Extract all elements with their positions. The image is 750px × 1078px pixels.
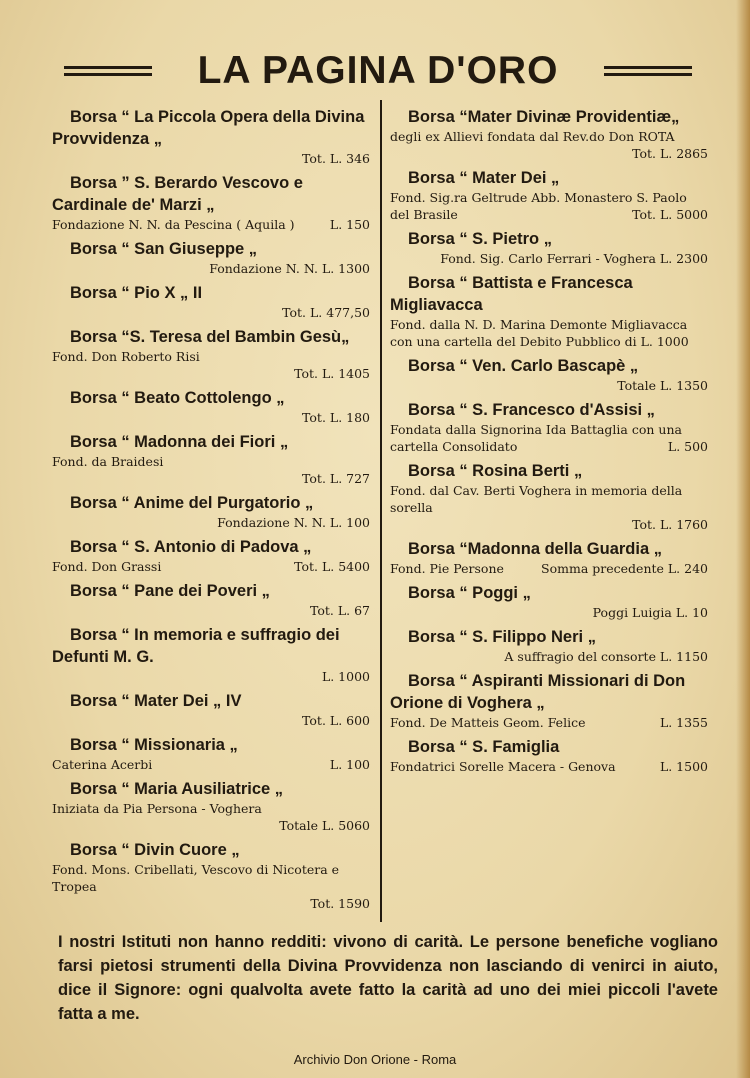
fund-detail: Fond. da Braidesi — [52, 454, 164, 469]
fund-detail: Fondata dalla Signorina Ida Battaglia con una — [390, 422, 682, 437]
fund-name: Borsa “S. Teresa del Bambin Gesù„ — [70, 328, 350, 346]
fund-detail: Fond. dalla N. D. Marina Demonte Migliavacca con una cartella del Debito Pubblico di L. 1000 — [390, 317, 689, 349]
fund-entry — [390, 272, 708, 350]
fund-amount: L. 100 — [329, 757, 370, 772]
fund-amount: Totale L. 1350 — [617, 378, 708, 393]
fund-entry — [52, 839, 370, 912]
fund-entry — [52, 536, 370, 575]
fund-amount: L. 1355 — [659, 715, 708, 730]
fund-amount: Tot. L. 67 — [309, 603, 370, 618]
fund-detail: Iniziata da Pia Persona - Voghera — [52, 801, 262, 816]
fund-entry — [52, 106, 370, 167]
fund-amount: L. 150 — [329, 217, 370, 232]
fund-entry — [52, 326, 370, 382]
fund-name: Borsa “ Mater Dei „ IV — [70, 692, 242, 710]
fund-name: Borsa “ Beato Cottolengo „ — [70, 389, 285, 407]
fund-entry — [390, 582, 708, 621]
fund-amount: L. 1000 — [321, 669, 370, 684]
fund-amount: L. 500 — [667, 439, 708, 454]
fund-detail: Fond. dal Cav. Berti Voghera in memoria della sorella — [390, 483, 683, 515]
fund-entry — [390, 670, 708, 731]
fund-entry — [390, 736, 708, 775]
fund-entry — [52, 734, 370, 773]
fund-detail-row — [390, 560, 708, 577]
fund-name: Borsa “Mater Divinæ Providentiæ„ — [408, 108, 680, 126]
fund-amount: Fondazione N. N. L. 1300 — [209, 261, 370, 276]
fund-name: Borsa “ Divin Cuore „ — [70, 841, 240, 859]
fund-entry — [390, 106, 708, 162]
fund-founder: Fondatrici Sorelle Macera - Genova — [390, 759, 616, 774]
fund-detail-row — [390, 758, 708, 775]
page-header — [0, 46, 750, 96]
fund-detail-row — [390, 206, 708, 223]
fund-amount: Tot. 1590 — [310, 896, 370, 911]
fund-detail-row — [52, 756, 370, 773]
fund-name: Borsa “ Madonna dei Fiori „ — [70, 433, 289, 451]
title-rule-left — [64, 66, 152, 76]
fund-name: Borsa “ Rosina Berti „ — [408, 462, 583, 480]
fund-founder: Caterina Acerbi — [52, 757, 153, 772]
fund-amount: L. 1500 — [659, 759, 708, 774]
fund-amount: A suffragio del consorte L. 1150 — [504, 649, 708, 664]
fund-entry — [390, 355, 708, 394]
fund-entry — [52, 238, 370, 277]
fund-amount: Fondazione N. N. L. 100 — [217, 515, 370, 530]
fund-name: Borsa “ S. Filippo Neri „ — [408, 628, 596, 646]
fund-name: Borsa “ San Giuseppe „ — [70, 240, 258, 258]
fund-entry — [390, 228, 708, 267]
fund-name: Borsa “ Maria Ausiliatrice „ — [70, 780, 284, 798]
fund-name: Borsa “ S. Antonio di Padova „ — [70, 538, 312, 556]
fund-amount: Poggi Luigia L. 10 — [592, 605, 708, 620]
fund-founder: Fond. De Matteis Geom. Felice — [390, 715, 586, 730]
page-edge-shadow — [736, 0, 750, 1078]
fund-entry — [52, 282, 370, 321]
fund-entry — [52, 690, 370, 729]
fund-name: Borsa “ Pio X „ II — [70, 284, 203, 302]
fund-entry — [52, 492, 370, 531]
fund-name: Borsa “ S. Famiglia — [408, 738, 560, 756]
fund-detail-row — [52, 216, 370, 233]
column-divider — [380, 100, 382, 922]
fund-name: Borsa ” S. Berardo Vescovo e Cardinale de' Marzi „ — [52, 174, 303, 214]
fund-detail: Fond. Sig.ra Geltrude Abb. Monastero S. Paolo — [390, 190, 687, 205]
fund-founder: Fondazione N. N. da Pescina ( Aquila ) — [52, 217, 295, 232]
fund-name: Borsa “ Aspiranti Missionari di Don Orione di Voghera „ — [390, 672, 686, 712]
fund-detail: Fond. Mons. Cribellati, Vescovo di Nicotera e Tropea — [52, 862, 340, 894]
fund-detail: Fond. Don Roberto Risi — [52, 349, 200, 364]
fund-amount: Tot. L. 5000 — [632, 207, 708, 222]
fund-amount: Tot. L. 5400 — [294, 559, 370, 574]
closing-paragraph: I nostri Istituti non hanno redditi: vivono di carità. Le persone benefiche vogliano farsi pietosi strumenti della Divina Provvidenza non lasciando di venirci in aiuto, dice il Signore: ogni qualvolta avete fatto la carità ad uno dei miei piccoli l'avete fatta a me. — [58, 933, 718, 1023]
fund-entry — [390, 460, 708, 533]
fund-amount: Tot. L. 346 — [302, 151, 370, 166]
fund-name: Borsa “ In memoria e suffragio dei Defunti M. G. — [52, 626, 340, 666]
fund-name: Borsa “ Anime del Purgatorio „ — [70, 494, 314, 512]
fund-entry — [52, 431, 370, 487]
fund-entry — [390, 626, 708, 665]
fund-amount: Fond. Sig. Carlo Ferrari - Voghera L. 2300 — [440, 251, 708, 266]
title-rule-right — [604, 66, 692, 76]
fund-detail-row — [52, 558, 370, 575]
fund-amount: Tot. L. 180 — [302, 410, 370, 425]
left-column — [52, 106, 370, 917]
fund-amount: Tot. L. 2865 — [632, 146, 708, 161]
fund-name: Borsa “Madonna della Guardia „ — [408, 540, 662, 558]
fund-entry — [52, 778, 370, 834]
fund-name: Borsa “ Ven. Carlo Bascapè „ — [408, 357, 639, 375]
fund-detail-row — [390, 714, 708, 731]
fund-entry — [52, 580, 370, 619]
fund-founder: Fond. Pie Persone — [390, 561, 504, 576]
fund-founder: Fond. Don Grassi — [52, 559, 162, 574]
fund-entry — [390, 399, 708, 455]
fund-amount: Tot. L. 477,50 — [282, 305, 370, 320]
fund-name: Borsa “ S. Pietro „ — [408, 230, 552, 248]
fund-amount: Tot. L. 727 — [302, 471, 370, 486]
fund-entry — [52, 387, 370, 426]
archive-caption: Archivio Don Orione - Roma — [293, 1052, 457, 1067]
fund-entry — [52, 624, 370, 685]
fund-founder: del Brasile — [390, 207, 458, 222]
fund-amount: Tot. L. 1760 — [632, 517, 708, 532]
fund-entry — [390, 167, 708, 223]
fund-name: Borsa “ Battista e Francesca Migliavacca — [390, 274, 633, 314]
page-title: LA PAGINA D'ORO — [197, 49, 559, 92]
fund-amount: Tot. L. 600 — [302, 713, 370, 728]
fund-entry — [390, 538, 708, 577]
fund-detail: degli ex Allievi fondata dal Rev.do Don ROTA — [390, 129, 675, 144]
fund-name: Borsa “ Missionaria „ — [70, 736, 238, 754]
fund-detail-row — [390, 438, 708, 455]
fund-name: Borsa “ Pane dei Poveri „ — [70, 582, 270, 600]
fund-founder: cartella Consolidato — [390, 439, 518, 454]
fund-amount: Tot. L. 1405 — [294, 366, 370, 381]
fund-amount: Totale L. 5060 — [279, 818, 370, 833]
right-column — [390, 106, 708, 780]
fund-name: Borsa “ S. Francesco d'Assisi „ — [408, 401, 655, 419]
fund-name: Borsa “ La Piccola Opera della Divina Provvidenza „ — [52, 108, 365, 148]
fund-name: Borsa “ Mater Dei „ — [408, 169, 560, 187]
fund-name: Borsa “ Poggi „ — [408, 584, 531, 602]
fund-amount: Somma precedente L. 240 — [541, 561, 708, 576]
fund-entry — [52, 172, 370, 233]
